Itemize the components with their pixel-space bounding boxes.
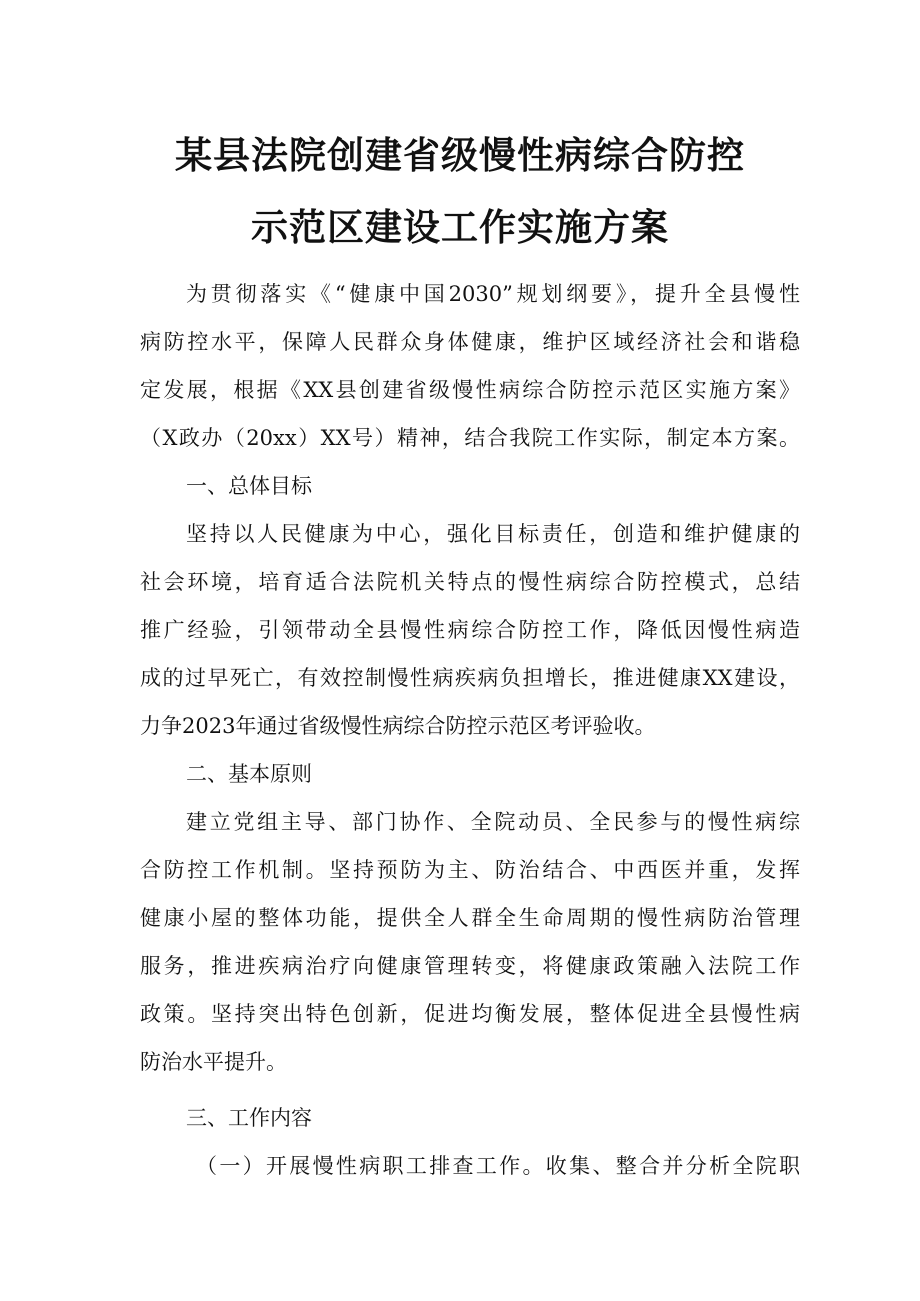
paragraph-intro-line-2: 病防控水平，保障人民群众身体健康，维护区域经济社会和谐稳 <box>140 330 800 354</box>
paragraph-intro-line-1: 为贯彻落实《“健康中国2030”规划纲要》，提升全县慢性 <box>186 282 800 306</box>
paragraph-goal-line-1: 坚持以人民健康为中心，强化目标责任，创造和维护健康的 <box>186 522 800 546</box>
paragraph-goal-line-4: 成的过早死亡，有效控制慢性病疾病负担增长，推进健康XX建设， <box>140 666 800 690</box>
paragraph-principles-line-6: 防治水平提升。 <box>140 1050 287 1074</box>
paragraph-goal-line-2: 社会环境，培育适合法院机关特点的慢性病综合防控模式，总结 <box>140 570 800 594</box>
document-title-line-1: 某县法院创建省级慢性病综合防控 <box>175 134 745 177</box>
paragraph-principles-line-1: 建立党组主导、部门协作、全院动员、全民参与的慢性病综 <box>186 810 800 834</box>
section-heading-overall-goal: 一、总体目标 <box>186 474 312 498</box>
paragraph-goal-line-3: 推广经验，引领带动全县慢性病综合防控工作，降低因慢性病造 <box>140 618 800 642</box>
paragraph-intro-line-3: 定发展，根据《XX县创建省级慢性病综合防控示范区实施方案》 <box>140 378 800 402</box>
paragraph-principles-line-3: 健康小屋的整体功能，提供全人群全生命周期的慢性病防治管理 <box>140 906 800 930</box>
paragraph-goal-line-5: 力争2023年通过省级慢性病综合防控示范区考评验收。 <box>140 714 656 738</box>
paragraph-work-line-1: （一）开展慢性病职工排查工作。收集、整合并分析全院职 <box>196 1154 800 1178</box>
paragraph-intro-line-4: （X政办（20xx）XX号）精神，结合我院工作实际，制定本方案。 <box>140 426 800 450</box>
paragraph-principles-line-2: 合防控工作机制。坚持预防为主、防治结合、中西医并重，发挥 <box>140 858 800 882</box>
paragraph-principles-line-4: 服务，推进疾病治疗向健康管理转变，将健康政策融入法院工作 <box>140 954 800 978</box>
section-heading-basic-principles: 二、基本原则 <box>186 762 312 786</box>
section-heading-work-content: 三、工作内容 <box>186 1106 312 1130</box>
document-title-line-2: 示范区建设工作实施方案 <box>251 206 669 249</box>
paragraph-principles-line-5: 政策。坚持突出特色创新，促进均衡发展，整体促进全县慢性病 <box>140 1002 800 1026</box>
